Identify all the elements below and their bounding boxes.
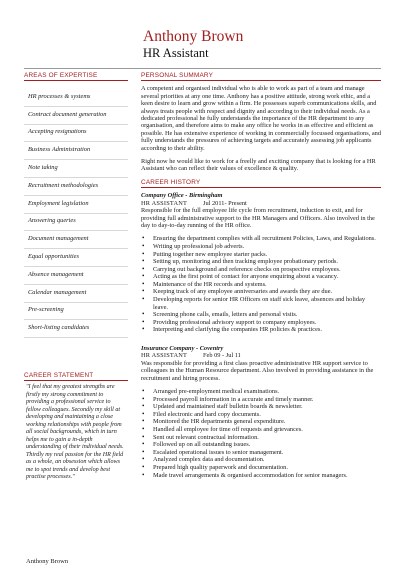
duty-item: • Updated and maintained staff bulletin boards & newsletter. (141, 403, 381, 411)
expertise-item: Accepting resignations (24, 125, 128, 143)
expertise-item: Pre-screening (24, 303, 128, 321)
expertise-item: Absence management (24, 267, 128, 285)
expertise-item: HR processes & systems (24, 89, 128, 107)
summary-heading: PERSONAL SUMMARY (141, 72, 381, 81)
duty-item: • Processed payroll information in a accurate and timely manner. (141, 396, 381, 404)
resume-header (143, 28, 393, 61)
duty-item: • Arranged pre-employment medical examinations. (141, 388, 381, 396)
duty-item: • Monitored the HR departments general expenditure. (141, 418, 381, 426)
job-duties-list (141, 235, 381, 334)
duty-item: • Acting as the first point of contact for anyone enquiring about a vacancy. (141, 273, 381, 281)
job-position: HR ASSISTANT (141, 199, 188, 207)
duty-item: • Handled all employee for time off requests and grievances. (141, 426, 381, 434)
sidebar (24, 72, 128, 565)
header-divider (24, 68, 381, 69)
job-company: Company Office - Birmingham (141, 192, 223, 200)
job-position-line (141, 200, 381, 207)
summary-paragraph: Right now he would like to work for a freelly and exciting company that is looking for a HR Assistant who can reflect their values of excellence & quality. (141, 158, 376, 173)
expertise-item: Contract document generation (24, 107, 128, 125)
duty-item: • Keeping track of any employee anniversaries and awards they are due. (141, 288, 381, 296)
expertise-item: Employment legislation (24, 196, 128, 214)
job-duties-list (141, 388, 381, 479)
job-description: Was responsible for providing a first class proactive administrative HR support service to colleagues in the Human Resource department. Also involved in providing assistance in the recruitment and hiring process. (141, 359, 374, 382)
job-description: Responsible for the full employee life cycle from recruitment, induction to exit, and for providing full administrative support to the HR Managers and Officers. Also involved in the day to day-to-day running of the HR office. (141, 207, 375, 229)
duty-item: • Writing up professional job adverts. (141, 243, 381, 251)
candidate-role: HR Assistant (143, 46, 209, 60)
career-history-heading: CAREER HISTORY (141, 179, 381, 188)
duty-item: • Screening phone calls, emails, letters and personal visits. (141, 311, 381, 319)
duty-item: • Escalated operational issues to senior management. (141, 449, 381, 457)
job-position: HR ASSISTANT (141, 352, 188, 360)
expertise-heading: AREAS OF EXPERTISE (24, 72, 128, 81)
expertise-item: Calendar management (24, 285, 128, 303)
duty-item: • Setting up, monitoring and then tracking employee probationary periods. (141, 258, 381, 266)
job-dates: Feb 09 - Jul 11 (203, 352, 241, 360)
job-dates: Jul 2011- Present (203, 199, 247, 207)
job-position-line (141, 352, 381, 359)
expertise-item: Equal opportunities (24, 249, 128, 267)
duty-item: • Ensuring the department complies with all recruitment Policies, Laws, and Regulations. (141, 235, 381, 243)
duty-item: • Maintenance of the HR records and systems. (141, 281, 381, 289)
expertise-list (24, 89, 128, 338)
expertise-item: Note taking (24, 160, 128, 178)
main-content (141, 72, 381, 483)
duty-item: • Made travel arrangements & organised accommodation for senior managers. (141, 472, 381, 480)
signature-name: Anthony Brown (26, 558, 69, 565)
summary-paragraph: A competent and organised individual who is able to work as part of a team and manage several priorities at any one time. Anthony has a positive attitude, strong work ethic, and a keen desire to learn and grow within a firm. He possesses superb communications skills, and always treats people with respect and dignity and according to their individual needs. As a dedicated professional he fully understands the importance of the HR department to any organisation, and therefore aims to make any office he works in as effective and efficient as possible. He has extensive experience of working in commercially focussed organisations, and fully understands the pressures of achieving targets and accurately assessing job applicants according to their ability. (141, 85, 381, 152)
duty-item: • Sent out relevant contractual information. (141, 434, 381, 442)
duty-item: • Interpreting and clarifying the companies HR policies & practices. (141, 326, 381, 334)
candidate-name: Anthony Brown (143, 28, 244, 45)
duty-item: • Putting together new employee starter packs. (141, 251, 381, 259)
duty-item: • Developing reports for senior HR Officers on staff sick leave, absences and holiday leave. (141, 296, 381, 311)
expertise-item: Document management (24, 231, 128, 249)
job-company: Insurance Company - Coventry (141, 345, 224, 353)
expertise-item: Recruitment methodologies (24, 178, 128, 196)
expertise-item: Short-listing candidates (24, 320, 128, 338)
duty-item: • Carrying out background and reference checks on prospective employees. (141, 266, 381, 274)
duty-item: • Followed up on all outstanding issues. (141, 441, 381, 449)
career-statement: "I feel that my greatest strengths are firstly my strong commitment to providing a professional service to fellow colleagues. Secondly my skill at developing and maintaining a close working relationships with people from all social backgrounds, which in turn helps me to gain a in-depth understanding of their individual needs. Thirdly my real passion for the HR field as a whole, an obsession which allows me to spot trends and develop best practise processes." (26, 384, 124, 480)
expertise-item: Business Administration (24, 142, 128, 160)
duty-item: • Providing professional advisory support to company employees. (141, 319, 381, 327)
career-statement-heading: CAREER STATEMENT (24, 372, 128, 381)
duty-item: • Analyzed complex data and documentation. (141, 456, 381, 464)
duty-item: • Prepared high quality paperwork and documentation. (141, 464, 381, 472)
expertise-item: Answering queries (24, 214, 128, 232)
duty-item: • Filed electronic and hard copy documents. (141, 411, 381, 419)
